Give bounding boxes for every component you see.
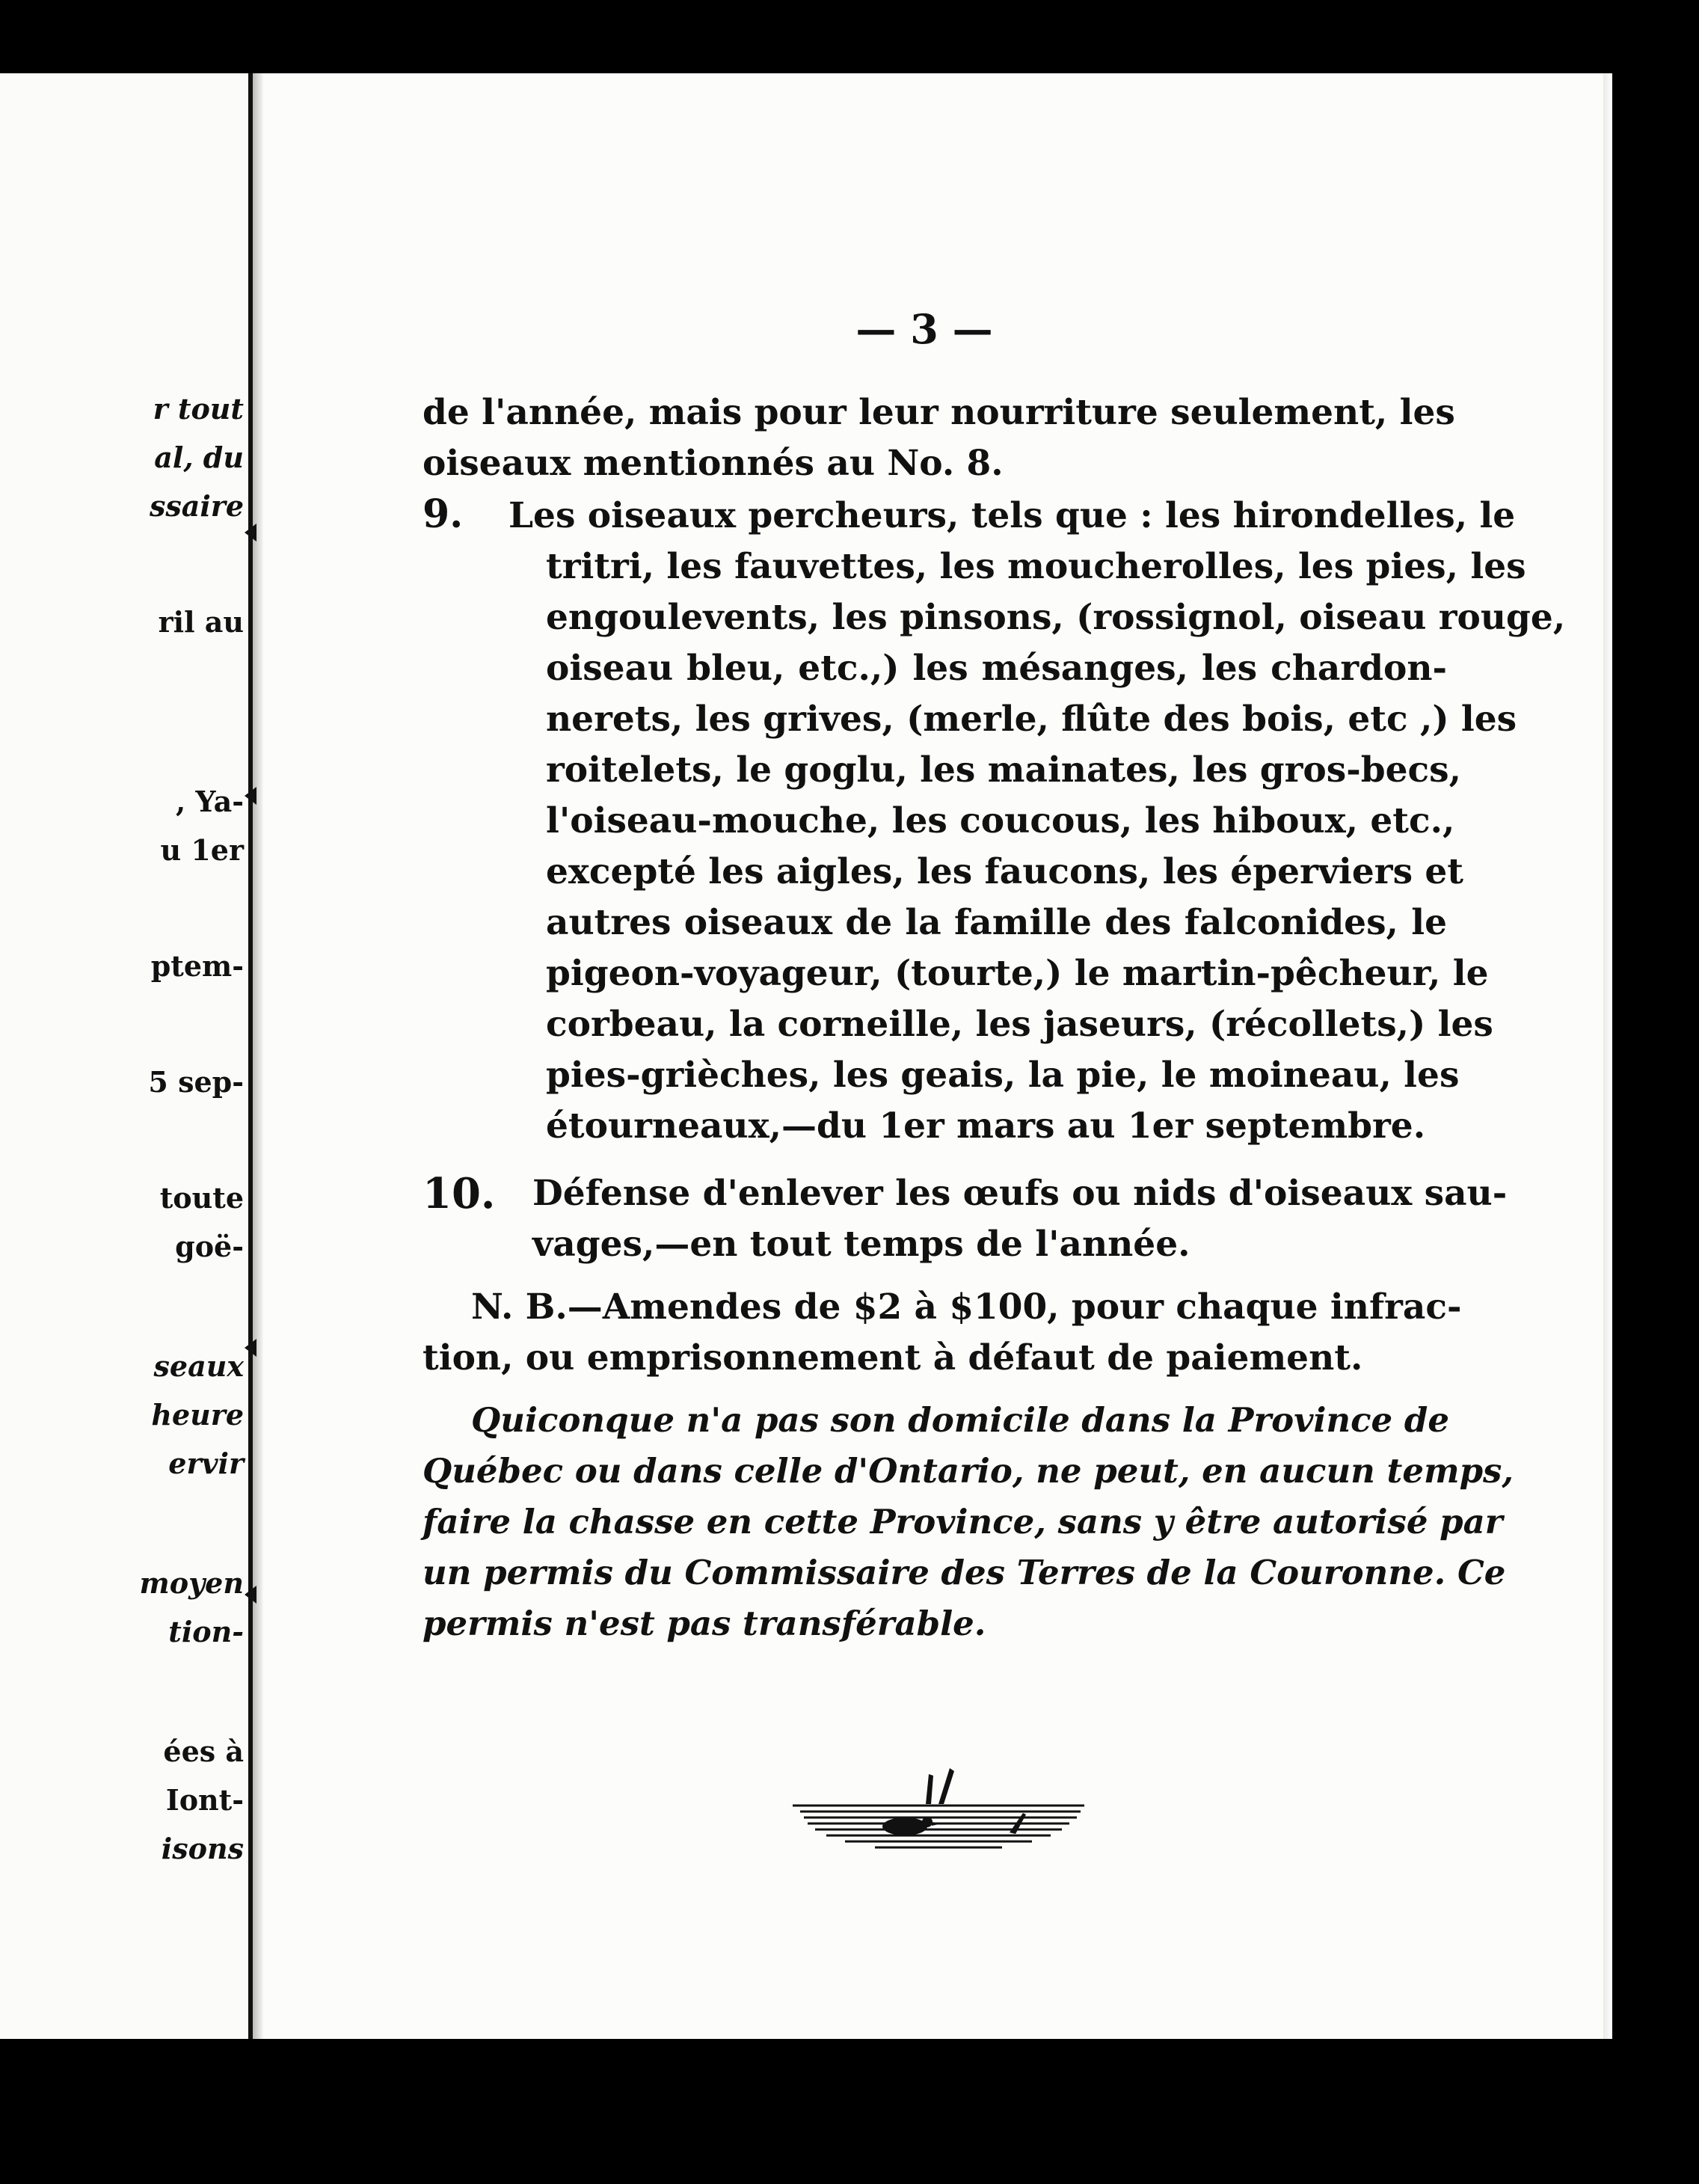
notice-line: permis n'est pas transférable.: [423, 1604, 986, 1643]
left-fragment: al, du: [154, 441, 244, 474]
item-9-line: Les oiseaux percheurs, tels que : les hirondelles, le: [509, 495, 1516, 536]
left-fragment: moyen: [139, 1566, 244, 1600]
page-number: [0, 305, 1699, 353]
item-9-line: autres oiseaux de la famille des falconides, le: [546, 902, 1447, 943]
left-fragment: 5 sep-: [148, 1065, 244, 1099]
left-fragment: ervir: [168, 1447, 244, 1480]
item-9-line: roitelets, le goglu, les mainates, les gros-becs,: [546, 749, 1461, 791]
page-number-text: — 3 —: [855, 305, 993, 353]
item-9-line: pigeon-voyageur, (tourte,) le martin-pêcheur, le: [546, 953, 1489, 994]
item-9-line: nerets, les grives, (merle, flûte des bois, etc ,) les: [546, 699, 1517, 740]
notice-line: un permis du Commissaire des Terres de la Couronne. Ce: [423, 1553, 1506, 1592]
notice-line: Québec ou dans celle d'Ontario, ne peut, en aucun temps,: [423, 1451, 1514, 1491]
item-10-line: vages,—en tout temps de l'année.: [532, 1224, 1190, 1265]
item-9-line: tritri, les fauvettes, les moucherolles, les pies, les: [546, 546, 1526, 587]
left-page-strip: [0, 73, 248, 2039]
left-fragment: r tout: [153, 392, 244, 426]
notice-line: faire la chasse en cette Province, sans y être autorisé par: [423, 1502, 1503, 1542]
item-9-line: corbeau, la corneille, les jaseurs, (récollets,) les: [546, 1004, 1493, 1045]
item-10-number: 10.: [423, 1169, 496, 1218]
left-fragment: Iont-: [165, 1783, 244, 1817]
left-fragment: ssaire: [149, 489, 244, 523]
left-fragment: isons: [161, 1832, 244, 1865]
page-edge: [1603, 73, 1612, 2039]
item-9-line: oiseau bleu, etc.,) les mésanges, les chardon-: [546, 648, 1447, 689]
item-9-number: 9.: [423, 491, 464, 537]
left-fragment: ril au: [158, 605, 244, 639]
item-9-line: étourneaux,—du 1er mars au 1er septembre.: [546, 1105, 1426, 1147]
left-fragment: heure: [151, 1398, 244, 1432]
left-fragment: seaux: [153, 1349, 244, 1383]
intro-line: oiseaux mentionnés au No. 8.: [423, 443, 1004, 484]
swimming-duck-vignette-icon: [785, 1767, 1092, 1856]
intro-line: de l'année, mais pour leur nourriture seulement, les: [423, 392, 1455, 433]
nb-line: N. B.—Amendes de $2 à $100, pour chaque infrac-: [471, 1286, 1462, 1328]
item-9-line: excepté les aigles, les faucons, les éperviers et: [546, 851, 1464, 892]
left-fragment: u 1er: [160, 833, 244, 867]
left-fragment: , Ya-: [175, 785, 244, 818]
left-fragment: ées à: [163, 1734, 244, 1768]
gutter-shadow: [253, 73, 263, 2039]
left-fragment: goë-: [175, 1230, 244, 1263]
notice-line: Quiconque n'a pas son domicile dans la Province de: [471, 1400, 1449, 1440]
left-fragment: tion-: [168, 1615, 244, 1648]
left-fragment: toute: [159, 1181, 244, 1215]
item-9-line: engoulevents, les pinsons, (rossignol, oiseau rouge,: [546, 597, 1566, 638]
item-9-line: l'oiseau-mouche, les coucous, les hiboux, etc.,: [546, 800, 1455, 841]
left-fragment: ptem-: [150, 949, 244, 983]
item-10-line: Défense d'enlever les œufs ou nids d'oiseaux sau-: [532, 1173, 1508, 1214]
item-9-line: pies-grièches, les geais, la pie, le moineau, les: [546, 1055, 1460, 1096]
nb-line: tion, ou emprisonnement à défaut de paiement.: [423, 1337, 1363, 1378]
